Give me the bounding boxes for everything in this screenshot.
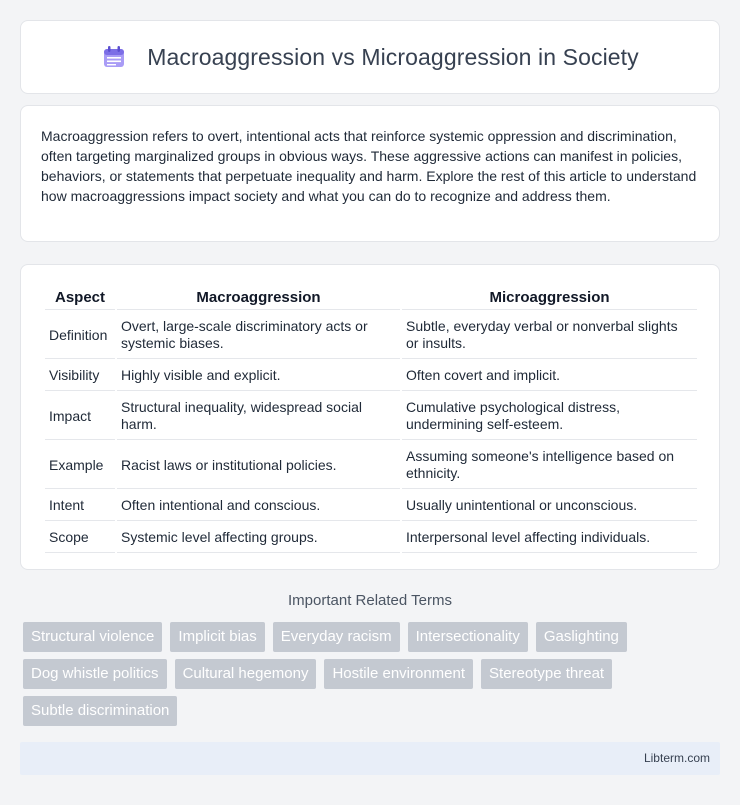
related-terms-heading: Important Related Terms <box>288 592 452 609</box>
table-row <box>45 489 697 521</box>
cell-macro: Systemic level affecting groups. <box>117 521 400 553</box>
tag-everyday-racism[interactable]: Everyday racism <box>273 622 400 652</box>
intro-card <box>20 105 720 242</box>
page-title: Macroaggression vs Microaggression in Society <box>147 43 639 70</box>
table-row <box>45 310 697 359</box>
cell-aspect: Scope <box>45 521 115 553</box>
table-header-row <box>45 287 697 310</box>
tag-cultural-hegemony[interactable]: Cultural hegemony <box>175 659 317 689</box>
footer-brand[interactable]: Libterm.com <box>643 751 710 765</box>
comparison-table <box>43 287 699 553</box>
tag-gaslighting[interactable]: Gaslighting <box>536 622 627 652</box>
header-microaggression: Microaggression <box>402 287 697 310</box>
tag-dog-whistle-politics[interactable]: Dog whistle politics <box>23 659 167 689</box>
cell-micro: Often covert and implicit. <box>402 359 697 391</box>
table-row <box>45 359 697 391</box>
cell-macro: Often intentional and conscious. <box>117 489 400 521</box>
header-aspect: Aspect <box>45 287 115 310</box>
cell-aspect: Intent <box>45 489 115 521</box>
cell-micro: Subtle, everyday verbal or nonverbal slights or insults. <box>402 310 697 359</box>
cell-aspect: Example <box>45 440 115 489</box>
calendar-icon <box>101 44 127 70</box>
related-terms-list <box>23 622 703 733</box>
tag-implicit-bias[interactable]: Implicit bias <box>170 622 264 652</box>
cell-macro: Structural inequality, widespread social harm. <box>117 391 400 440</box>
tag-subtle-discrimination[interactable]: Subtle discrimination <box>23 696 177 726</box>
cell-micro: Assuming someone's intelligence based on ethnicity. <box>402 440 697 489</box>
intro-text: Macroaggression refers to overt, intentional acts that reinforce systemic oppression and discrimination, often targeting marginalized groups in obvious ways. These aggressive actions can manifest in policies, behaviors, or statements that perpetuate inequality and harm. Explore the rest of this article to understand how macroaggressions impact society and what you can do to recognize and address them. <box>41 128 697 204</box>
cell-micro: Cumulative psychological distress, undermining self-esteem. <box>402 391 697 440</box>
tag-stereotype-threat[interactable]: Stereotype threat <box>481 659 612 689</box>
cell-micro: Usually unintentional or unconscious. <box>402 489 697 521</box>
cell-aspect: Visibility <box>45 359 115 391</box>
table-row <box>45 521 697 553</box>
cell-macro: Racist laws or institutional policies. <box>117 440 400 489</box>
comparison-card <box>20 264 720 570</box>
footer-bar <box>20 742 720 775</box>
cell-macro: Overt, large-scale discriminatory acts or systemic biases. <box>117 310 400 359</box>
tag-hostile-environment[interactable]: Hostile environment <box>324 659 473 689</box>
tag-structural-violence[interactable]: Structural violence <box>23 622 162 652</box>
cell-aspect: Impact <box>45 391 115 440</box>
cell-aspect: Definition <box>45 310 115 359</box>
cell-macro: Highly visible and explicit. <box>117 359 400 391</box>
table-row <box>45 440 697 489</box>
header-macroaggression: Macroaggression <box>117 287 400 310</box>
table-row <box>45 391 697 440</box>
header-card <box>20 20 720 94</box>
cell-micro: Interpersonal level affecting individuals. <box>402 521 697 553</box>
tag-intersectionality[interactable]: Intersectionality <box>408 622 528 652</box>
